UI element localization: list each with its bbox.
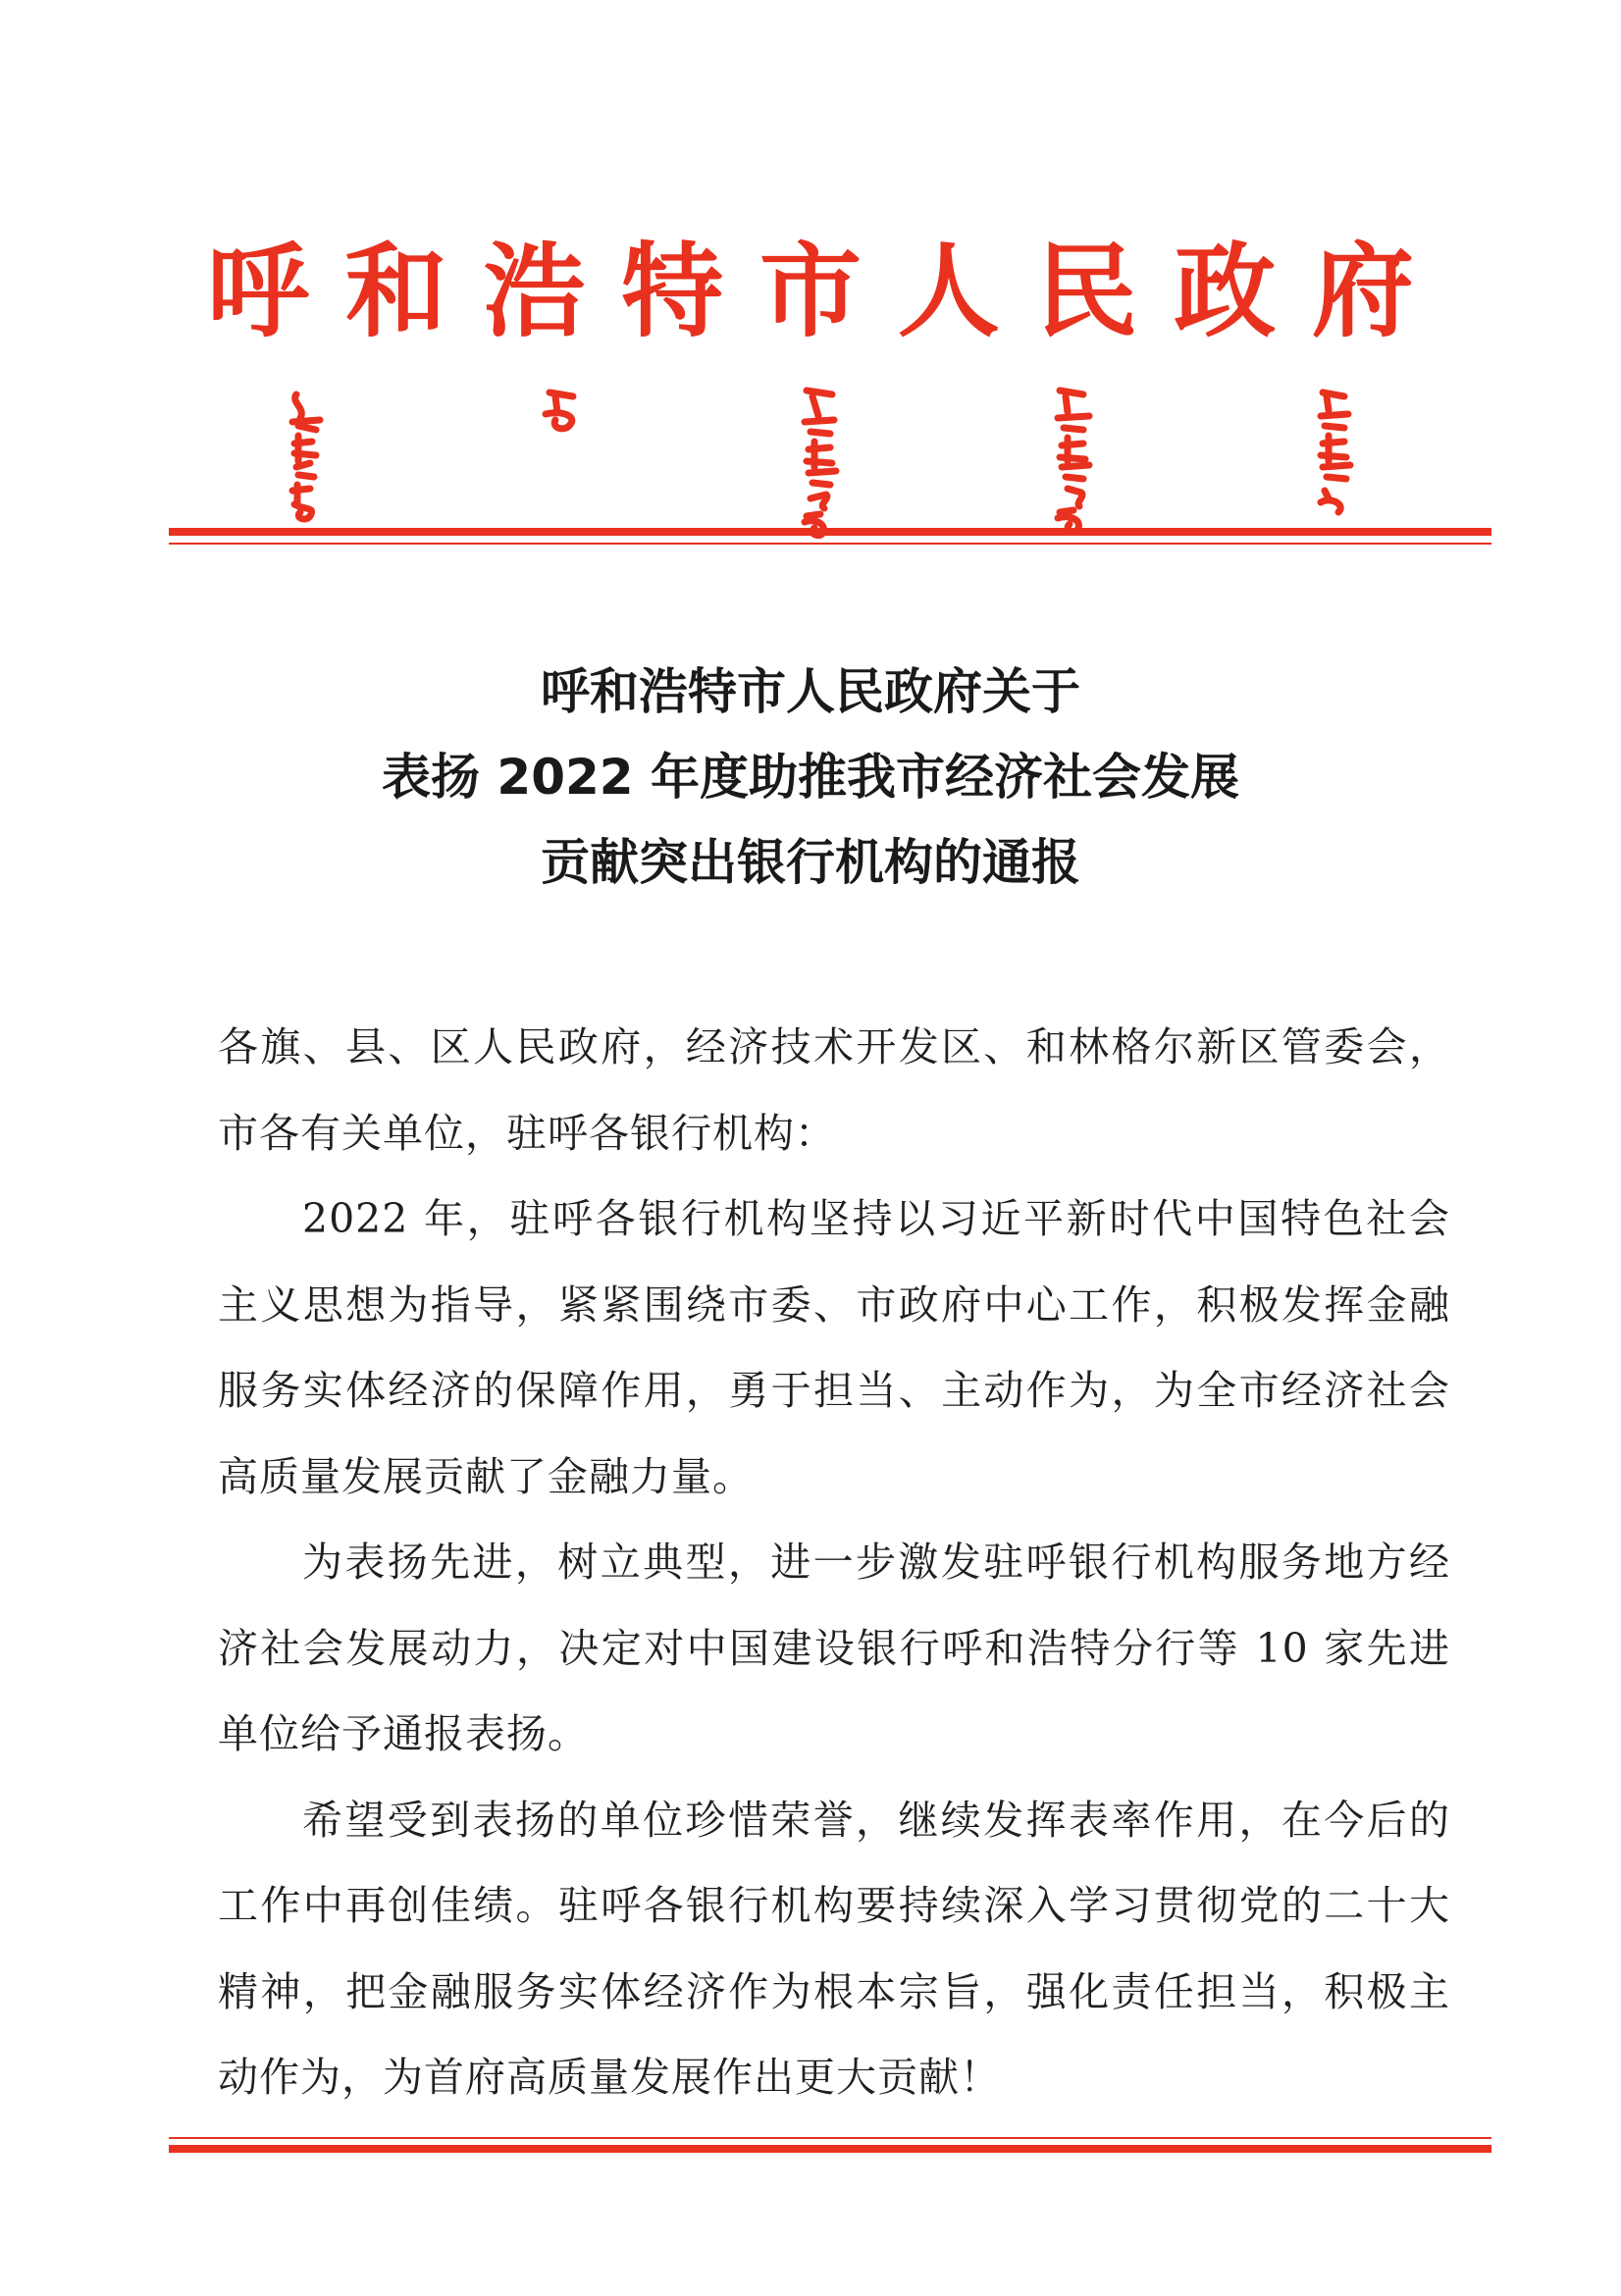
top-divider-thick xyxy=(169,528,1491,536)
salutation: 各旗、县、区人民政府，经济技术开发区、和林格尔新区管委会，市各有关单位，驻呼各银行机构： xyxy=(218,1023,1450,1157)
masthead-char: 呼 xyxy=(206,232,309,351)
document-title xyxy=(196,650,1425,906)
masthead-char: 浩 xyxy=(483,232,586,351)
body-paragraph-1: 2022 年，驻呼各银行机构坚持以习近平新时代中国特色社会主义思想为指导，紧紧围绕市委、市政府中心工作，积极发挥金融服务实体经济的保障作用，勇于担当、主动作为，为全市经济社会高质量发展贡献了金融力量。 xyxy=(218,1195,1450,1500)
title-line-3: 贡献突出银行机构的通报 xyxy=(541,834,1080,891)
body-paragraph-3: 希望受到表扬的单位珍惜荣誉，继续发挥表率作用，在今后的工作中再创佳绩。驻呼各银行机构要持续深入学习贯彻党的二十大精神，把金融服务实体经济作为根本宗旨，强化责任担当，积极主动作为，为首府高质量发展作出更大贡献！ xyxy=(218,1796,1450,2101)
top-divider-thin xyxy=(169,543,1491,545)
masthead-char: 民 xyxy=(1035,232,1138,351)
masthead-char: 特 xyxy=(621,232,724,351)
document-body xyxy=(218,1005,1450,2121)
mongolian-word-2 xyxy=(546,392,573,429)
bottom-divider-thin xyxy=(169,2137,1491,2139)
masthead-title xyxy=(196,228,1425,355)
body-paragraph-2: 为表扬先进，树立典型，进一步激发驻呼银行机构服务地方经济社会发展动力，决定对中国建设银行呼和浩特分行等 10 家先进单位给予通报表扬。 xyxy=(218,1539,1450,1757)
masthead-char: 市 xyxy=(758,232,862,351)
mongolian-word-4 xyxy=(1058,391,1089,532)
masthead-char: 府 xyxy=(1311,232,1414,351)
masthead-char: 和 xyxy=(344,232,447,351)
mongolian-word-1 xyxy=(292,394,320,519)
mongolian-word-3 xyxy=(805,391,836,536)
title-line-1: 呼和浩特市人民政府关于 xyxy=(541,663,1080,720)
title-line-2: 表扬 2022 年度助推我市经济社会发展 xyxy=(382,749,1239,806)
masthead-char: 人 xyxy=(897,232,1000,351)
mongolian-word-5 xyxy=(1321,392,1350,512)
bottom-divider-thick xyxy=(169,2145,1491,2153)
masthead-char: 政 xyxy=(1174,232,1277,351)
